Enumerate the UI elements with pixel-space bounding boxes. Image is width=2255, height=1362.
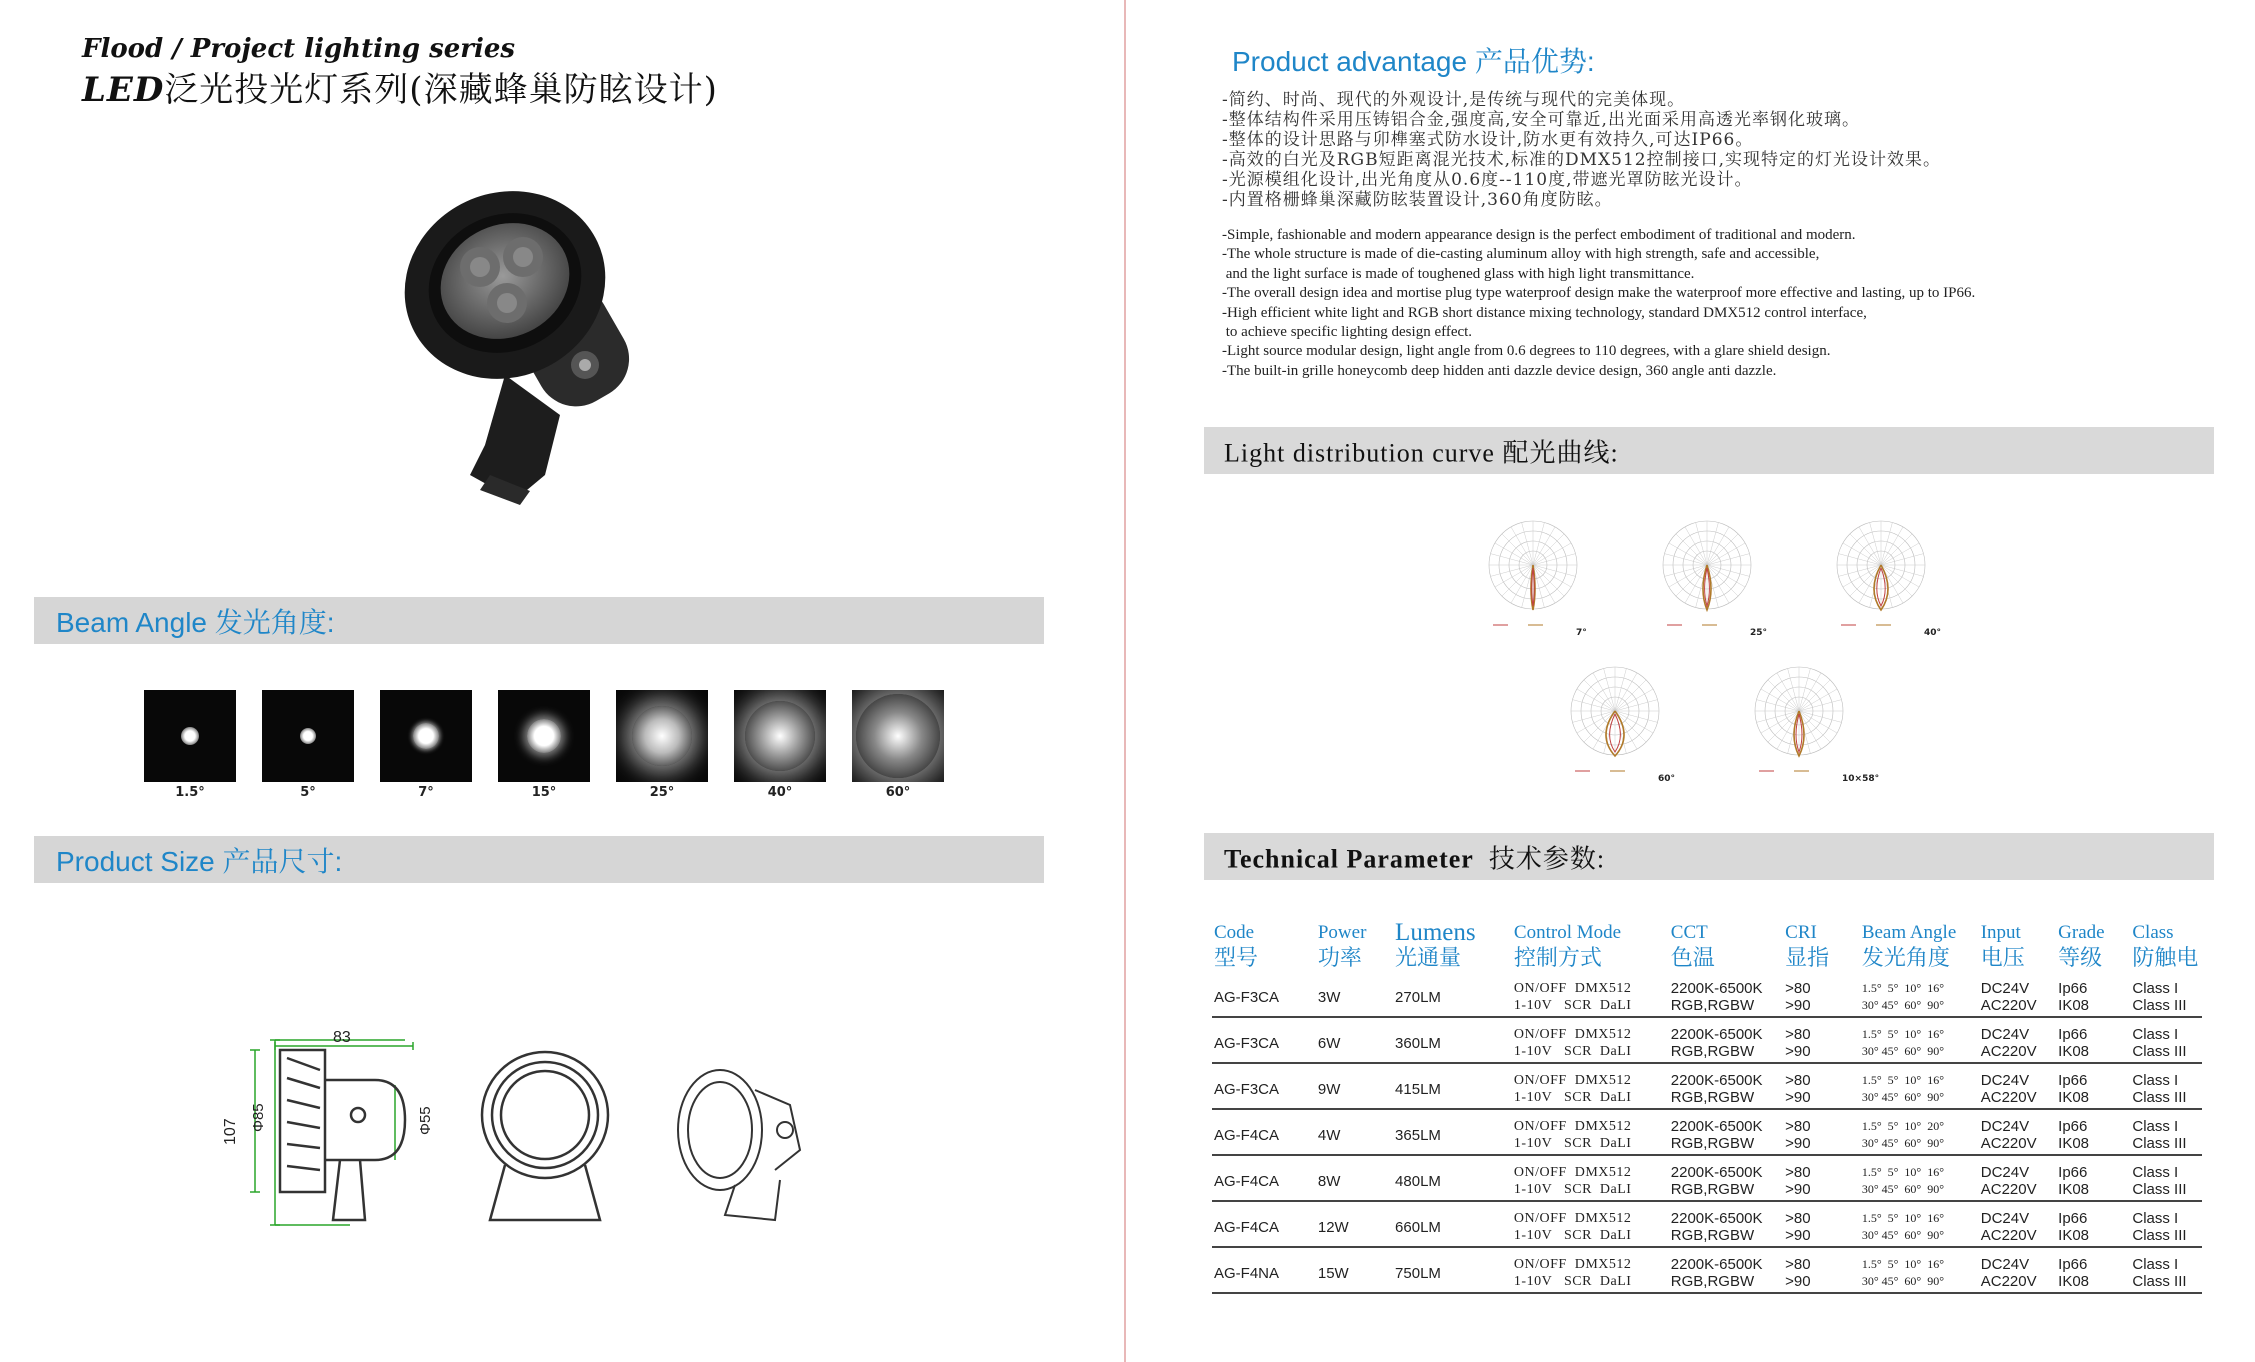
cell-grade: Ip66 IK08 — [2056, 1155, 2130, 1201]
technical-bar — [1204, 833, 2214, 880]
beam-spot — [181, 727, 199, 745]
cell-power: 15W — [1316, 1247, 1393, 1293]
advantage-en-line: -The built-in grille honeycomb deep hidden anti dazzle device design, 360 angle anti dazzle. — [1222, 362, 1777, 379]
product-photo — [395, 175, 655, 505]
advantage-en-line: to achieve specific lighting design effect. — [1222, 324, 1473, 341]
cell-control: ON/OFF DMX512 1-10V SCR DaLI — [1512, 1247, 1669, 1293]
polar-curve-5 — [1744, 656, 1854, 786]
cell-cct: 2200K-6500K RGB,RGBW — [1669, 972, 1783, 1017]
cell-power: 4W — [1316, 1109, 1393, 1155]
cell-input: DC24V AC220V — [1979, 1247, 2056, 1293]
cell-class: Class I Class III — [2130, 1247, 2202, 1293]
advantage-cn-line: -整体的设计思路与卯榫塞式防水设计,防水更有效持久,可达IP66。 — [1222, 130, 1754, 150]
cell-cct: 2200K-6500K RGB,RGBW — [1669, 1017, 1783, 1063]
beam-sample-4 — [498, 690, 590, 782]
cell-class: Class I Class III — [2130, 1201, 2202, 1247]
advantage-en-line: and the light surface is made of toughened glass with high light transmittance. — [1222, 265, 1695, 282]
advantage-cn-line: -高效的白光及RGB短距离混光技术,标准的DMX512控制接口,实现特定的灯光设计效果。 — [1222, 150, 1942, 170]
cell-class: Class I Class III — [2130, 1155, 2202, 1201]
polar-label: 60° — [1658, 774, 1676, 784]
cell-class: Class I Class III — [2130, 1063, 2202, 1109]
cell-control: ON/OFF DMX512 1-10V SCR DaLI — [1512, 1109, 1669, 1155]
table-row — [1212, 1247, 2202, 1293]
page-title — [82, 62, 718, 111]
polar-curve-2 — [1652, 510, 1762, 640]
cell-cri: >80 >90 — [1783, 1017, 1860, 1063]
cell-code: AG-F3CA — [1212, 1017, 1316, 1063]
cell-lumens: 270LM — [1393, 972, 1512, 1017]
cell-beam: 1.5° 5° 10° 16° 30° 45° 60° 90° — [1860, 1155, 1979, 1201]
advantage-en-line: -Light source modular design, light angle from 0.6 degrees to 110 degrees, with a glare shield design. — [1222, 343, 1831, 360]
beam-spot — [527, 719, 561, 753]
cell-cct: 2200K-6500K RGB,RGBW — [1669, 1155, 1783, 1201]
cell-input: DC24V AC220V — [1979, 1155, 2056, 1201]
cell-grade: Ip66 IK08 — [2056, 1201, 2130, 1247]
technical-table — [1212, 920, 2202, 1294]
table-row — [1212, 1109, 2202, 1155]
cell-grade: Ip66 IK08 — [2056, 1109, 2130, 1155]
technical-title — [1224, 838, 1605, 875]
product-size-title: Product Size 产品尺寸: — [56, 845, 343, 877]
cell-input: DC24V AC220V — [1979, 1017, 2056, 1063]
beam-sample-6 — [734, 690, 826, 782]
cell-power: 6W — [1316, 1017, 1393, 1063]
advantage-cn-line: -光源模组化设计,出光角度从0.6度--110度,带遮光罩防眩光设计。 — [1222, 170, 1753, 190]
cell-input: DC24V AC220V — [1979, 1063, 2056, 1109]
polar-label: 10×58° — [1842, 774, 1880, 784]
col-header: CRI 显指 — [1785, 922, 1830, 971]
cell-class: Class I Class III — [2130, 972, 2202, 1017]
cell-class: Class I Class III — [2130, 1109, 2202, 1155]
cell-cri: >80 >90 — [1783, 1201, 1860, 1247]
table-row — [1212, 1201, 2202, 1247]
col-header: Grade 等级 — [2058, 922, 2105, 971]
cell-lumens: 365LM — [1393, 1109, 1512, 1155]
advantage-cn-line: -整体结构件采用压铸铝合金,强度高,安全可靠近,出光面采用高透光率钢化玻璃。 — [1222, 110, 1860, 130]
advantage-en-line: -Simple, fashionable and modern appearance design is the perfect embodiment of traditional and modern. — [1222, 227, 1856, 243]
cell-code: AG-F3CA — [1212, 972, 1316, 1017]
advantage-cn-line: -内置格栅蜂巢深藏防眩装置设计,360角度防眩。 — [1222, 190, 1613, 210]
col-header: CCT 色温 — [1670, 922, 1715, 971]
cell-code: AG-F3CA — [1212, 1063, 1316, 1109]
beam-spot — [745, 701, 815, 771]
technical-title-cn: 技术参数: — [1488, 844, 1606, 873]
dim-height: 107 — [222, 1118, 239, 1145]
table-row — [1212, 1063, 2202, 1109]
polar-label: 40° — [1924, 628, 1942, 638]
cell-control: ON/OFF DMX512 1-10V SCR DaLI — [1512, 972, 1669, 1017]
cell-power: 9W — [1316, 1063, 1393, 1109]
page-fold-line — [1124, 0, 1126, 1362]
cell-input: DC24V AC220V — [1979, 1201, 2056, 1247]
cell-lumens: 750LM — [1393, 1247, 1512, 1293]
beam-angle-title: Beam Angle 发光角度: — [56, 606, 335, 638]
beam-angle-bar — [34, 597, 1044, 644]
advantage-en-line: -The whole structure is made of die-casting aluminum alloy with high strength, safe and accessible, — [1222, 246, 1820, 263]
table-row — [1212, 1017, 2202, 1063]
cell-code: AG-F4NA — [1212, 1247, 1316, 1293]
polar-curve-4 — [1560, 656, 1670, 786]
advantage-en-line: -The overall design idea and mortise plug type waterproof design make the waterproof more effective and lasting, up to IP66. — [1222, 285, 1976, 302]
cell-control: ON/OFF DMX512 1-10V SCR DaLI — [1512, 1017, 1669, 1063]
col-header: Control Mode 控制方式 — [1513, 922, 1622, 971]
beam-label: 5° — [300, 785, 316, 800]
cell-beam: 1.5° 5° 10° 16° 30° 45° 60° 90° — [1860, 1247, 1979, 1293]
cell-beam: 1.5° 5° 10° 16° 30° 45° 60° 90° — [1860, 1017, 1979, 1063]
cell-input: DC24V AC220V — [1979, 972, 2056, 1017]
dim-width: 83 — [333, 1029, 351, 1046]
beam-sample-1 — [144, 690, 236, 782]
cell-cct: 2200K-6500K RGB,RGBW — [1669, 1109, 1783, 1155]
advantage-title: Product advantage 产品优势: — [1232, 46, 1595, 77]
table-row — [1212, 1155, 2202, 1201]
title-led: LED — [82, 70, 165, 110]
cell-control: ON/OFF DMX512 1-10V SCR DaLI — [1512, 1063, 1669, 1109]
cell-control: ON/OFF DMX512 1-10V SCR DaLI — [1512, 1155, 1669, 1201]
cell-beam: 1.5° 5° 10° 16° 30° 45° 60° 90° — [1860, 972, 1979, 1017]
cell-cri: >80 >90 — [1783, 1063, 1860, 1109]
beam-sample-3 — [380, 690, 472, 782]
cell-code: AG-F4CA — [1212, 1201, 1316, 1247]
col-header: Power 功率 — [1317, 922, 1367, 971]
beam-label: 1.5° — [175, 785, 205, 800]
col-header: Lumens 光通量 — [1395, 919, 1476, 971]
cell-power: 8W — [1316, 1155, 1393, 1201]
cell-cct: 2200K-6500K RGB,RGBW — [1669, 1063, 1783, 1109]
beam-spot — [632, 706, 692, 766]
cell-beam: 1.5° 5° 10° 20° 30° 45° 60° 90° — [1860, 1109, 1979, 1155]
series-title: Flood / Project lighting series — [82, 34, 516, 64]
beam-spot — [413, 723, 439, 749]
cell-lumens: 360LM — [1393, 1017, 1512, 1063]
beam-spot — [300, 728, 316, 744]
cell-code: AG-F4CA — [1212, 1109, 1316, 1155]
dim-dia1: Φ85 — [250, 1103, 267, 1132]
title-cn: 泛光投光灯系列(深藏蜂巢防眩设计) — [164, 70, 718, 110]
col-header: Code 型号 — [1214, 922, 1259, 971]
cell-grade: Ip66 IK08 — [2056, 972, 2130, 1017]
cell-power: 3W — [1316, 972, 1393, 1017]
cell-grade: Ip66 IK08 — [2056, 1247, 2130, 1293]
cell-lumens: 480LM — [1393, 1155, 1512, 1201]
polar-label: 7° — [1576, 628, 1587, 638]
advantage-cn — [1222, 90, 1941, 210]
product-size-bar — [34, 836, 1044, 883]
dim-dia2: Φ55 — [417, 1106, 434, 1135]
beam-sample-7 — [852, 690, 944, 782]
cell-grade: Ip66 IK08 — [2056, 1063, 2130, 1109]
beam-sample-5 — [616, 690, 708, 782]
advantage-en-line: -High efficient white light and RGB short distance mixing technology, standard DMX512 control interface, — [1222, 304, 1867, 321]
cell-power: 12W — [1316, 1201, 1393, 1247]
advantage-cn-line: -简约、时尚、现代的外观设计,是传统与现代的完美体现。 — [1222, 90, 1686, 110]
col-header: Input 电压 — [1980, 922, 2025, 971]
cell-control: ON/OFF DMX512 1-10V SCR DaLI — [1512, 1201, 1669, 1247]
technical-title-en: Technical Parameter — [1224, 844, 1474, 873]
cell-cct: 2200K-6500K RGB,RGBW — [1669, 1201, 1783, 1247]
beam-label: 7° — [418, 785, 434, 800]
cell-grade: Ip66 IK08 — [2056, 1017, 2130, 1063]
size-drawing — [215, 1020, 825, 1240]
cell-cct: 2200K-6500K RGB,RGBW — [1669, 1247, 1783, 1293]
cell-cri: >80 >90 — [1783, 1155, 1860, 1201]
beam-spot — [856, 694, 940, 778]
cell-beam: 1.5° 5° 10° 16° 30° 45° 60° 90° — [1860, 1201, 1979, 1247]
polar-label: 25° — [1750, 628, 1768, 638]
beam-label: 15° — [531, 785, 557, 800]
beam-sample-2 — [262, 690, 354, 782]
cell-cri: >80 >90 — [1783, 972, 1860, 1017]
cell-cri: >80 >90 — [1783, 1247, 1860, 1293]
col-header: Beam Angle 发光角度 — [1861, 922, 1957, 971]
cell-beam: 1.5° 5° 10° 16° 30° 45° 60° 90° — [1860, 1063, 1979, 1109]
distribution-bar — [1204, 427, 2214, 474]
polar-curve-3 — [1826, 510, 1936, 640]
cell-cri: >80 >90 — [1783, 1109, 1860, 1155]
cell-lumens: 660LM — [1393, 1201, 1512, 1247]
cell-class: Class I Class III — [2130, 1017, 2202, 1063]
distribution-title: Light distribution curve 配光曲线: — [1224, 438, 1619, 467]
col-header: Class 防触电 — [2132, 922, 2199, 971]
advantage-en — [1222, 226, 1975, 381]
cell-lumens: 415LM — [1393, 1063, 1512, 1109]
cell-code: AG-F4CA — [1212, 1155, 1316, 1201]
beam-label: 60° — [885, 785, 911, 800]
cell-input: DC24V AC220V — [1979, 1109, 2056, 1155]
polar-curve-1 — [1478, 510, 1588, 640]
table-row — [1212, 972, 2202, 1017]
beam-label: 25° — [649, 785, 675, 800]
beam-label: 40° — [767, 785, 793, 800]
